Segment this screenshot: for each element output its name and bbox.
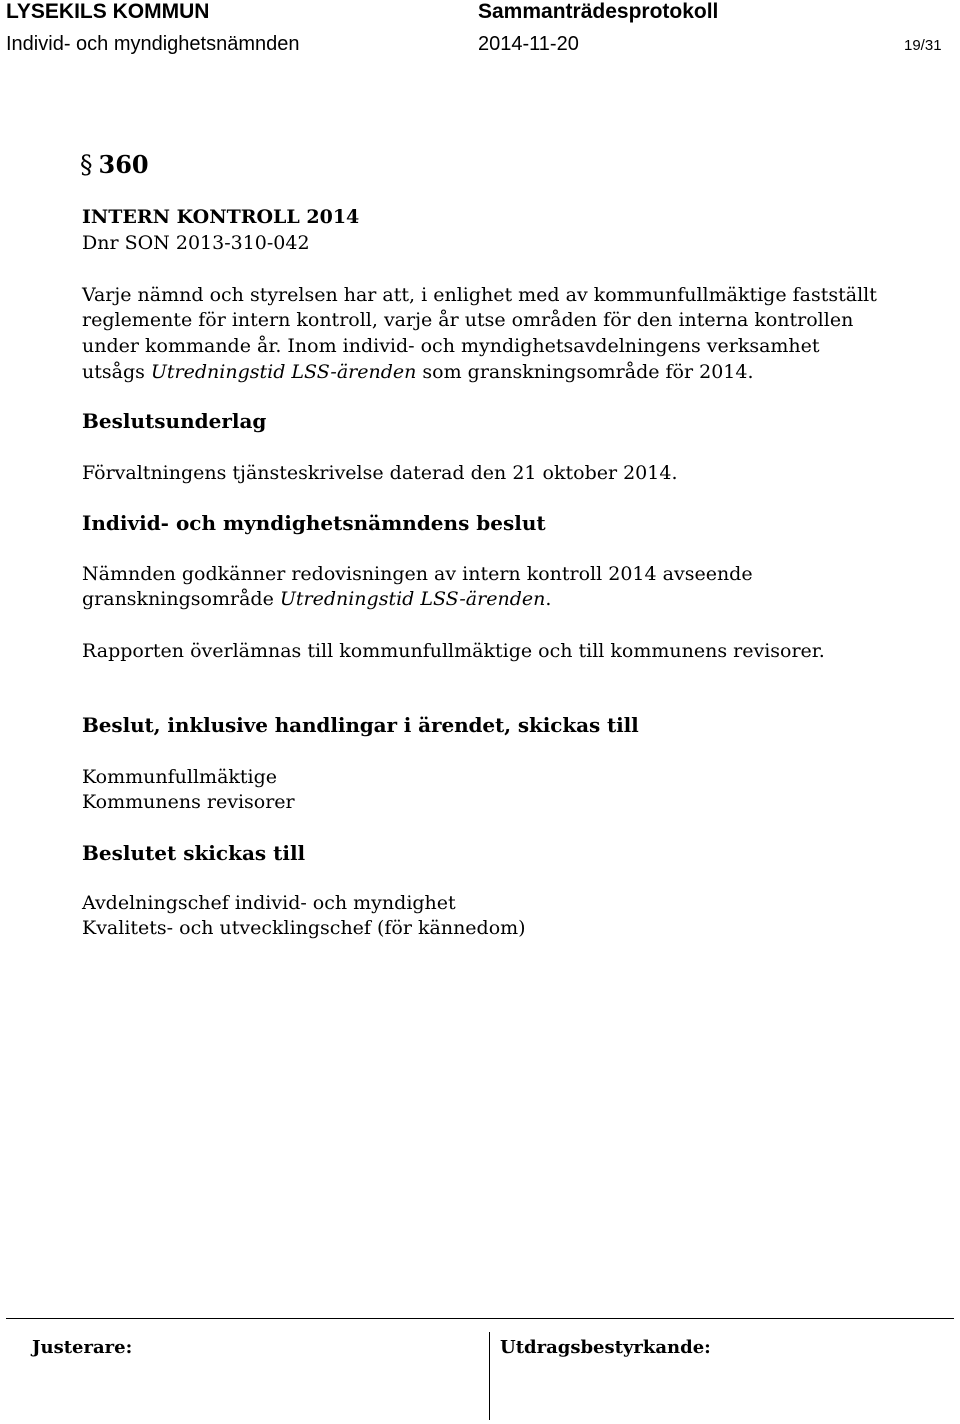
intro-line-4-italic: Utredningstid LSS-ärenden — [150, 361, 417, 383]
section-number: 360 — [98, 150, 149, 179]
footer-column-divider — [489, 1332, 490, 1420]
recipient-item: Kommunens revisorer — [82, 791, 295, 813]
basis-heading: Beslutsunderlag — [82, 409, 267, 433]
extract-certification-label: Utdragsbestyrkande: — [500, 1337, 711, 1358]
intro-line-3: under kommande år. Inom individ- och myndighetsavdelningens verksamhet — [82, 335, 820, 357]
intro-line-4-post: som granskningsområde för 2014. — [416, 361, 754, 383]
decision-line-2-italic: Utredningstid LSS-ärenden — [279, 588, 546, 610]
footer-divider-line — [6, 1318, 954, 1319]
page-number: 19/31 — [904, 37, 942, 54]
section-symbol: § — [80, 150, 93, 179]
recipient-item: Kvalitets- och utvecklingschef (för kännedom) — [82, 917, 526, 939]
intro-line-4-pre: utsågs — [82, 361, 151, 383]
basis-text: Förvaltningens tjänsteskrivelse daterad den 21 oktober 2014. — [82, 462, 678, 484]
decision-line-2-post: . — [545, 588, 552, 610]
recipient-item: Kommunfullmäktige — [82, 766, 278, 788]
sent-with-documents-heading: Beslut, inklusive handlingar i ärendet, skickas till — [82, 713, 639, 737]
decision-line-3: Rapporten överlämnas till kommunfullmäktige och till kommunens revisorer. — [82, 640, 825, 662]
committee-name: Individ- och myndighetsnämnden — [6, 33, 300, 55]
intro-line-2: reglemente för intern kontroll, varje år utse områden för den interna kontrollen — [82, 309, 854, 331]
organization-name: LYSEKILS KOMMUN — [6, 0, 210, 23]
document-type: Sammanträdesprotokoll — [478, 0, 719, 23]
intro-line-4 — [82, 361, 754, 383]
decision-line-2-pre: granskningsområde — [82, 588, 280, 610]
meeting-date: 2014-11-20 — [478, 33, 579, 55]
decision-heading: Individ- och myndighetsnämndens beslut — [82, 511, 546, 535]
decision-line-2 — [82, 588, 551, 610]
decision-line-1: Nämnden godkänner redovisningen av intern kontroll 2014 avseende — [82, 563, 753, 585]
recipient-item: Avdelningschef individ- och myndighet — [82, 892, 456, 914]
sent-heading: Beslutet skickas till — [82, 841, 306, 865]
intro-line-1: Varje nämnd och styrelsen har att, i enlighet med av kommunfullmäktige fastställt — [82, 284, 877, 306]
paragraph-number — [80, 150, 149, 179]
adjuster-label: Justerare: — [32, 1337, 133, 1358]
reference-number: Dnr SON 2013-310-042 — [82, 232, 310, 254]
section-title: INTERN KONTROLL 2014 — [82, 206, 360, 228]
